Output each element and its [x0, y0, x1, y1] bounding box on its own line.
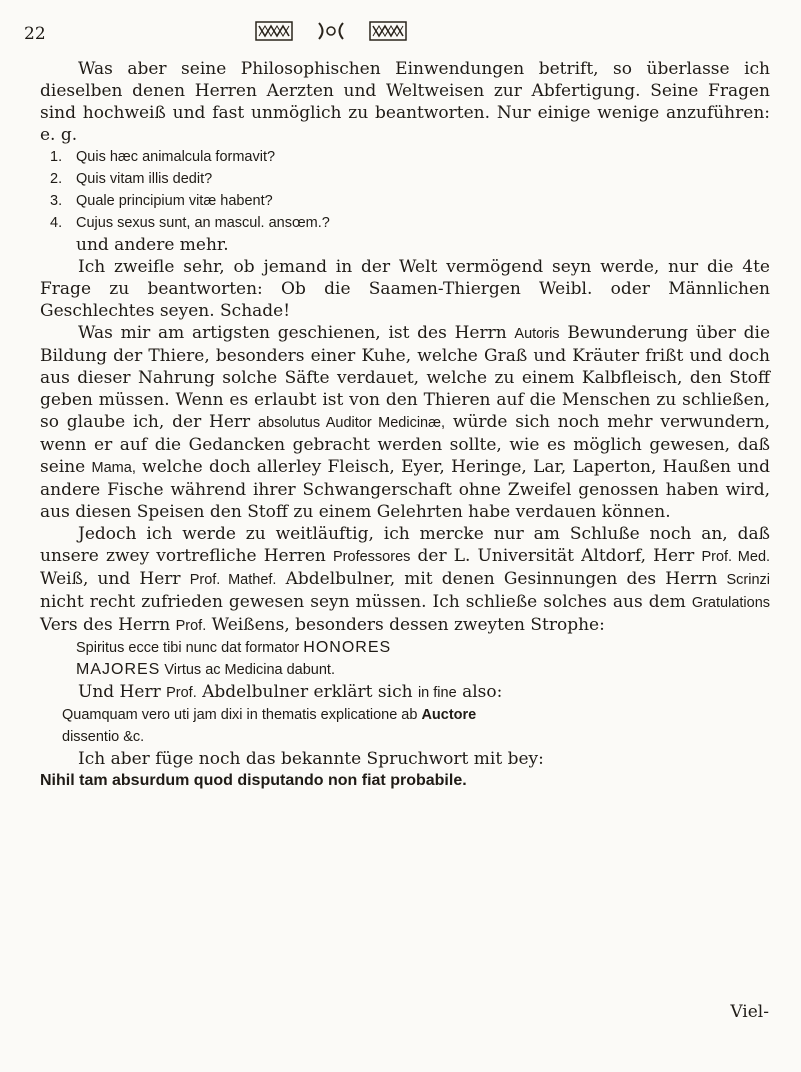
list-item: 2. Quis vitam illis dedit?: [50, 171, 213, 187]
page-body: [40, 58, 770, 792]
question-list: [40, 146, 770, 234]
page-header: [20, 18, 780, 48]
list-item: 4. Cujus sexus sunt, an mascul. ansœm.?: [50, 215, 330, 231]
gratulation-verse: [76, 637, 770, 681]
paragraph-admiration: Was mir am artigsten geschienen, ist des Herrn Autoris Bewunderung über die Bildung der Thiere, besonders einer Kuhe, welche Graß und Kräuter frißt und doch aus dieser Nahrung solche Säfte verdauet, welche zu einem Kalbfleisch, den Stoff geben müssen. Wenn es erlaubt ist von den Thieren auf die Menschen zu schließen, so glaube ich, der Herr absolutus Auditor Medicinæ, würde sich noch mehr verwundern, wenn er auf die Gedancken gebracht werden sollte, wie es möglich gewesen, daß seine Mama, welche doch allerley Fleisch, Eyer, Heringe, Lar, Laperton, Haußen und andere Fische während ihrer Schwangerschaft ohne Zweifel genossen haben wird, aus diesen Speisen den Stoff zu einem Gelehrten habe verdauen können.: [40, 323, 771, 522]
ornament-right-block-icon: [369, 20, 407, 42]
catchword: Viel-: [730, 1002, 769, 1022]
list-continuation: und andere mehr.: [76, 235, 229, 255]
page-number: 22: [24, 24, 46, 44]
verse-line-1: Spiritus ecce tibi nunc dat formator HONORES: [76, 639, 392, 656]
paragraph-doubt: Ich zweifle sehr, ob jemand in der Welt vermögend seyn werde, nur die 4te Frage zu beantworten: Ob die Saamen-Thiergen Weibl. oder Männlichen Geschlechtes seyen. Schade!: [40, 257, 770, 321]
ornament-center-parens-icon: [307, 20, 355, 42]
list-item: 3. Quale principium vitæ habent?: [50, 193, 273, 209]
paragraph-abdelbulner: Und Herr Prof. Abdelbulner erklärt sich in fine also:: [78, 682, 503, 702]
paragraph-proverb-intro: Ich aber füge noch das bekannte Spruchwort mit bey:: [78, 749, 544, 769]
ornament-left-block-icon: [255, 20, 293, 42]
latin-quotation: Quamquam vero uti jam dixi in thematis explicatione ab Auctore dissentio &c.: [62, 707, 477, 745]
paragraph-conclusion: Jedoch ich werde zu weitläuftig, ich mercke nur am Schluße noch an, daß unsere zwey vortrefliche Herren Professores der L. Universität Altdorf, Herr Prof. Med. Weiß, und Herr Prof. Mathef. Abdelbulner, mit denen Gesinnungen des Herrn Scrinzi nicht recht zufrieden gewesen seyn müssen. Ich schließe solches aus dem Gratulations Vers des Herrn Prof. Weißens, besonders dessen zweyten Strophe:: [40, 524, 771, 635]
latin-proverb: Nihil tam absurdum quod disputando non fiat probabile.: [40, 772, 467, 789]
verse-line-2: MAJORES Virtus ac Medicina dabunt.: [76, 661, 335, 678]
paragraph-objections: Was aber seine Philosophischen Einwendungen betrift, so überlasse ich dieselben denen Herren Aerzten und Weltweisen zur Abfertigung. Seine Fragen sind hochweiß und fast unmöglich zu beantworten. Nur einige wenige anzuführen: e. g.: [40, 59, 770, 145]
list-item: 1. Quis hæc animalcula formavit?: [50, 149, 276, 165]
printer-ornament-icon: [255, 20, 407, 42]
